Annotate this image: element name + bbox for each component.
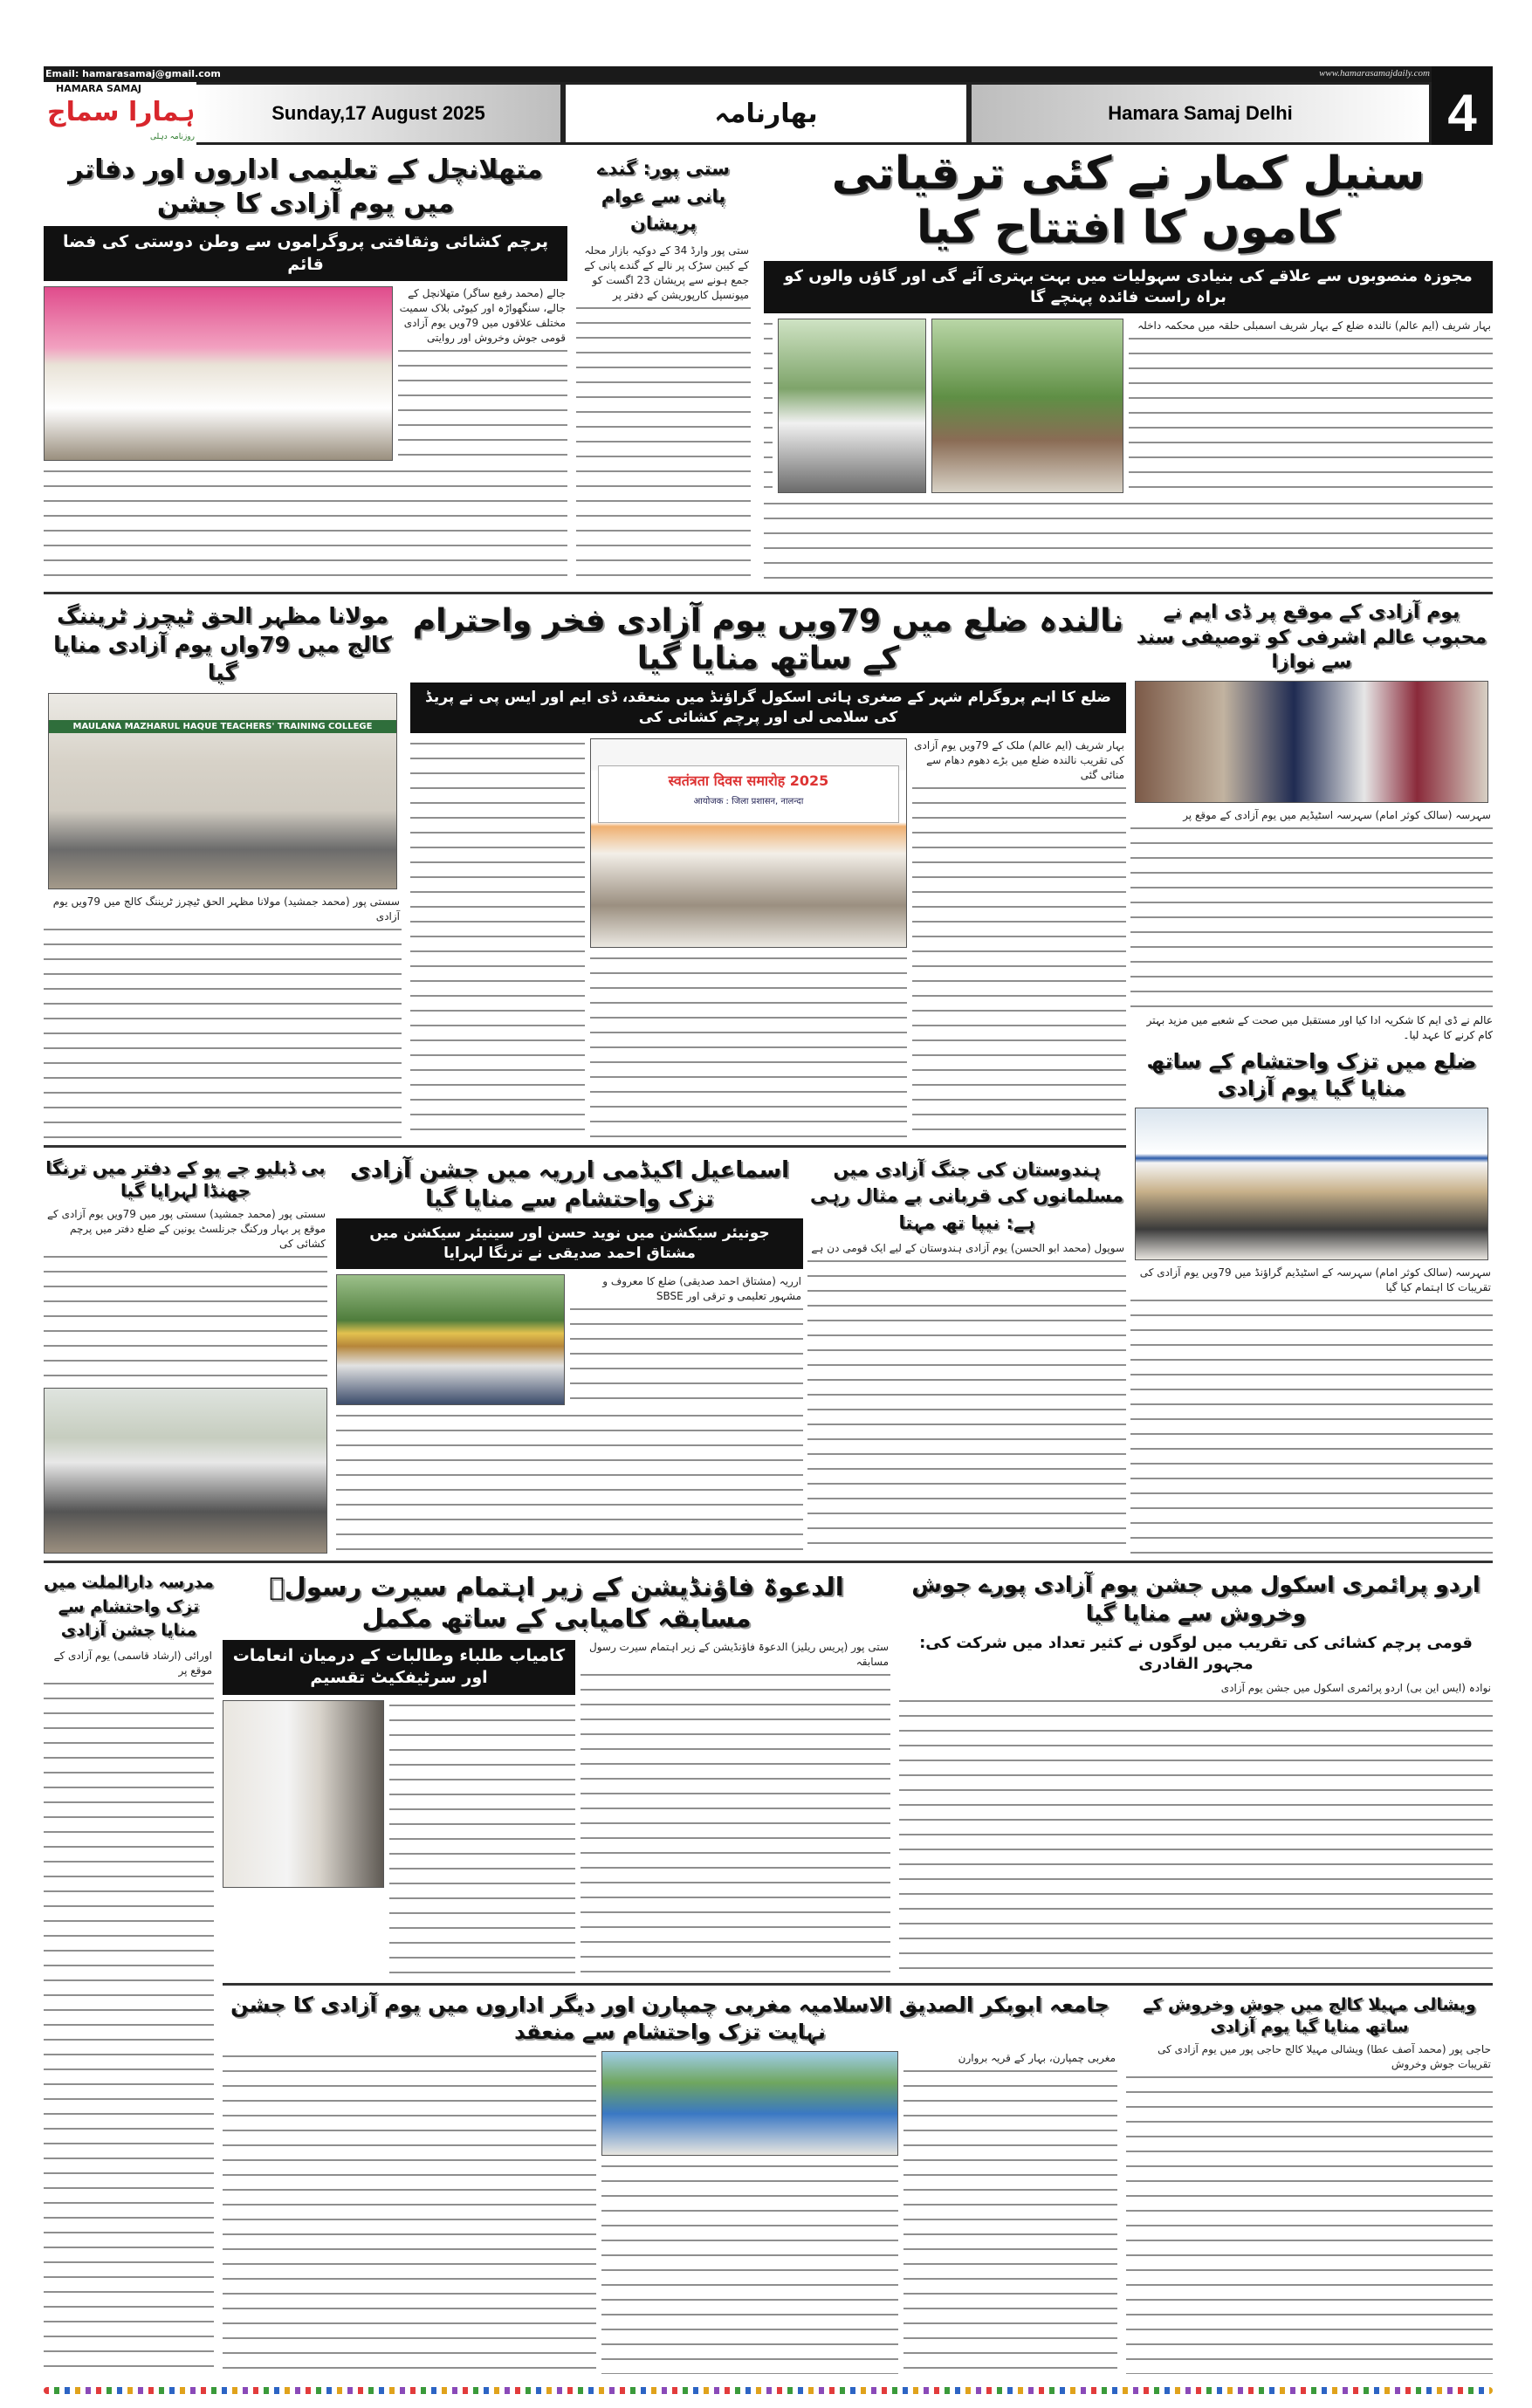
body-vaishali-college: حاجی پور (محمد آصف عطا) ویشالی مہیلا کالج حاجی پور میں یوم آزادی کی تقریبات جوش وخروش [1126, 2042, 1493, 2374]
story-urdu-primary [899, 1571, 1493, 1977]
story-jamia-abubakr [223, 1992, 1117, 2374]
footer-dots [44, 2387, 1493, 2394]
photo-aldawah-certificate [223, 1700, 384, 1888]
story-vaishali-college [1126, 1994, 1493, 2374]
headline-vaishali-college: ویشالی مہیلا کالج میں جوش وخروش کے ساتھ منایا گیا یوم آزادی [1143, 1995, 1476, 2036]
mithilanchal-photo-row [44, 286, 567, 461]
aldawah-left-col [223, 1640, 575, 1978]
subhead-sunil-kumar: مجوزہ منصوبوں سے علاقے کی بنیادی سہولیات میں بہت بہتری آئے گی اور گاؤں والوں کو براہ راست فائدہ پہنچے گا [764, 261, 1493, 314]
edition-name: Hamara Samaj Delhi [1108, 102, 1293, 124]
photo-students-flag [44, 286, 393, 461]
subhead-ismail-academy: جونیئر سیکشن میں نوید حسن اور سینیئر سیکشن میں مشتاق احمد صدیقی نے ترنگا لہرایا [336, 1218, 803, 1269]
body-bwju: سستی پور (محمد جمشید) سستی پور میں 79ویں یوم آزادی کے موقع پر بہار ورکنگ جرنلسٹ یونین کے ضلع دفتر میں پرچم کشائی کی [44, 1207, 327, 1382]
nalanda-content-row [410, 738, 1126, 1139]
jamia-content-row [223, 2051, 1117, 2374]
story-dm-award [1130, 600, 1493, 1554]
nalanda-center-col [590, 738, 907, 1139]
masthead [44, 66, 1493, 145]
headline-urdu-primary: اردو پرائمری اسکول میں جشن یوم آزادی پورے جوش وخروش سے منایا گیا [911, 1572, 1480, 1626]
body-teachers-college: سستی پور (محمد جمشید) مولانا مظہر الحق ٹیچرز ٹریننگ کالج میں 79ویں یوم آزادی [44, 895, 402, 1140]
photo-district-salute [1135, 1108, 1488, 1260]
body-nalanda-right: بہار شریف (ایم عالم) ملک کے 79ویں یوم آزادی کی تقریب نالندہ ضلع میں بڑے دھوم دھام سے منائی گئی [912, 738, 1126, 1139]
divider [44, 1145, 1126, 1148]
headline-nalanda: نالندہ ضلع میں 79ویں یوم آزادی فخر واحترام کے ساتھ منایا گیا [412, 603, 1124, 677]
divider [44, 1561, 1493, 1563]
headline-dm-award: یوم آزادی کے موقع پر ڈی ایم نے محبوب عالم اشرفی کو توصیفی سند سے نوازا [1136, 601, 1487, 674]
story-freedom-struggle [807, 1156, 1126, 1554]
page-number: 4 [1432, 66, 1493, 145]
body-nalanda-bottom [590, 953, 907, 1139]
body-jamia-bottom [601, 2161, 898, 2374]
body-ismail-academy [336, 1410, 803, 1554]
story-nalanda [410, 602, 1126, 1139]
headline-bwju: بی ڈبلیو جے یو کے دفتر میں ترنگا جھنڈا لہرایا گیا [45, 1157, 326, 1201]
subhead-aldawah: کامیاب طلباء وطالبات کے درمیان انعامات اور سرٹیفکیٹ تقسیم [223, 1640, 575, 1695]
story-aldawah [223, 1571, 890, 1977]
body-sunil-kumar-bottom [764, 498, 1493, 587]
dm-award-closing: عالم نے ڈی ایم کا شکریہ ادا کیا اور مستقبل میں صحت کے شعبے میں مزید بہتر کام کرنے کا عہد لیا۔ [1146, 1013, 1493, 1041]
divider [223, 1983, 1493, 1986]
ismail-photo-row [336, 1274, 803, 1405]
photo-bwju-group [44, 1388, 327, 1554]
stage-banner: स्वतंत्रता दिवस समारोह 2025 आयोजक : जिला प्रशासन, नालन्दा [598, 765, 899, 823]
headline-ismail-academy: اسماعیل اکیڈمی ارریہ میں جشن آزادی تزک واحتشام سے منایا گیا [349, 1157, 790, 1212]
subhead-nalanda: ضلع کا اہم پروگرام شہر کے صغری ہائی اسکول گراؤنڈ میں منعقد، ڈی ایم اور ایس پی نے پریڈ کی سلامی لی اور پرچم کشائی کی [410, 683, 1126, 733]
body-sunil-kumar-left [764, 319, 773, 493]
website-link[interactable]: www.hamarasamajdaily.com [1319, 68, 1430, 79]
date-box [196, 82, 563, 145]
photo-independence-day-stage [590, 738, 907, 948]
aldawah-photo-row [223, 1700, 575, 1977]
story-sunil-kumar [764, 147, 1493, 587]
story-ismail-academy [336, 1156, 803, 1554]
story-darul-millat [44, 1571, 214, 2374]
aldawah-content-row [223, 1640, 890, 1978]
body-samastipur-water: ستی پور وارڈ 34 کے دوکیہ بازار محلہ کے کیبن سڑک پر نالے کے گندے پانی کے جمع ہونے سے پریشان 23 اگست کو میونسپل کارپوریشن کے دفتر پر [576, 244, 751, 587]
body-dm-award: سہرسہ (سالک کوثر امام) سہرسہ اسٹیڈیم میں یوم آزادی کے موقع پر [1130, 808, 1493, 1008]
headline-jamia-abubakr: جامعہ ابوبکر الصدیق الاسلامیہ مغربی چمپارن اور دیگر اداروں میں یوم آزادی کا جشن نہایت تزک واحتشام سے منعقد [230, 1993, 1109, 2045]
subhead-mithilanchal: پرچم کشائی وثقافتی پروگراموں سے وطن دوستی کی فضا قائم [44, 226, 567, 281]
sunil-kumar-photo-row [764, 319, 1493, 493]
subhead-urdu-primary: قومی پرچم کشائی کی تقریب میں لوگوں نے کثیر تعداد میں شرکت کی: مجہور القادری [919, 1634, 1473, 1674]
headline-sunil-kumar: سنیل کمار نے کئی ترقیاتی کاموں کا افتتاح کیا [831, 147, 1426, 255]
email: Email: hamarasamaj@gmail.com [45, 68, 221, 79]
body-aldawah-cont [389, 1700, 575, 1977]
headline-mithilanchal: متھلانچل کے تعلیمی اداروں اور دفاتر میں یوم آزادی کا جشن [68, 154, 543, 219]
headline-teachers-college: مولانا مظہر الحق ٹیچرز ٹریننگ کالج میں 79واں یوم آزادی منایا گیا [53, 603, 392, 685]
body-mithilanchal-cont [44, 466, 567, 587]
story-teachers-college [44, 602, 402, 1139]
divider [44, 592, 1493, 594]
jamia-center-col [601, 2051, 898, 2374]
body-aldawah: ستی پور (پریس ریلیز) الدعوۃ فاؤنڈیشن کے زیر اہتمام سیرت رسول مسابقہ [581, 1640, 890, 1978]
section-box [563, 82, 969, 145]
headline-samastipur-water: ستی پور: گندے پانی سے عوام پریشان [597, 158, 730, 234]
body-district-celebration: سہرسہ (سالک کوثر امام) سہرسہ کے اسٹیڈیم گراؤنڈ میں 79ویں یوم آزادی کی تقریبات کا اہتمام کیا گیا [1130, 1266, 1493, 1554]
headline-aldawah: الدعوۃ فاؤنڈیشن کے زیر اہتمام سیرت رسولؐ مسابقہ کامیابی کے ساتھ مکمل [269, 1572, 844, 1634]
issue-date: Sunday,17 August 2025 [271, 102, 485, 124]
photo-foundation-stone [931, 319, 1123, 493]
masthead-top-bar [44, 66, 1493, 82]
body-nalanda-left [410, 738, 585, 1139]
body-jamia-right: مغربی چمپارن، بہار کے قریہ بروارن [903, 2051, 1117, 2374]
headline-district-celebration: ضلع میں تزک واحتشام کے ساتھ منایا گیا یوم آزادی [1146, 1048, 1477, 1101]
body-urdu-primary: نوادہ (ایس این بی) اردو پرائمری اسکول میں جشن یوم آزادی [899, 1681, 1493, 1977]
body-freedom-struggle: سوپول (محمد ابو الحسن) یوم آزادی ہندوستان کے لیے ایک قومی دن ہے [807, 1241, 1126, 1554]
photo-inauguration-group [778, 319, 926, 493]
body-mithilanchal: جالے (محمد رفیع ساگر) متھلانچل کے جالے، سنگھواڑہ اور کیوٹی بلاک سمیت مختلف علاقوں میں 79ویں یوم آزادی قومی جوش وخروش اور روایتی [398, 286, 567, 461]
photo-jamia-students [601, 2051, 898, 2156]
photo-teachers-college: MAULANA MAZHARUL HAQUE TEACHERS' TRAINING COLLEGE [48, 693, 397, 889]
story-samastipur-water [576, 155, 751, 587]
headline-darul-millat: مدرسہ دارالملت میں تزک واحتشام سے منایا جشن آزادی [44, 1573, 214, 1641]
photo-dm-award [1135, 681, 1488, 803]
body-jamia-left [223, 2051, 596, 2374]
logo: HAMARA SAMAJ ہمارا سماج روزنامہ دہلی [44, 82, 196, 145]
body-sunil-kumar-right: بہار شریف (ایم عالم) نالندہ ضلع کے بہار شریف اسمبلی حلقہ میں محکمہ داخلہ [1129, 319, 1493, 493]
story-mithilanchal [44, 153, 567, 587]
story-bwju [44, 1156, 327, 1554]
headline-freedom-struggle: ہندوستان کی جنگ آزادی میں مسلمانوں کی قربانی بے مثال رہی ہے: نیپا تھ مہتا [809, 1159, 1124, 1233]
body-ismail-academy-right: ارریہ (مشتاق احمد صدیقی) ضلع کا معروف و مشہور تعلیمی و ترقی اور SBSE [570, 1274, 803, 1405]
photo-ismail-academy [336, 1274, 565, 1405]
section-title: بھارنامہ [714, 98, 818, 129]
body-darul-millat: اورائی (ارشاد قاسمی) یوم آزادی کے موقع پر [44, 1649, 214, 2374]
edition-box [969, 82, 1432, 145]
